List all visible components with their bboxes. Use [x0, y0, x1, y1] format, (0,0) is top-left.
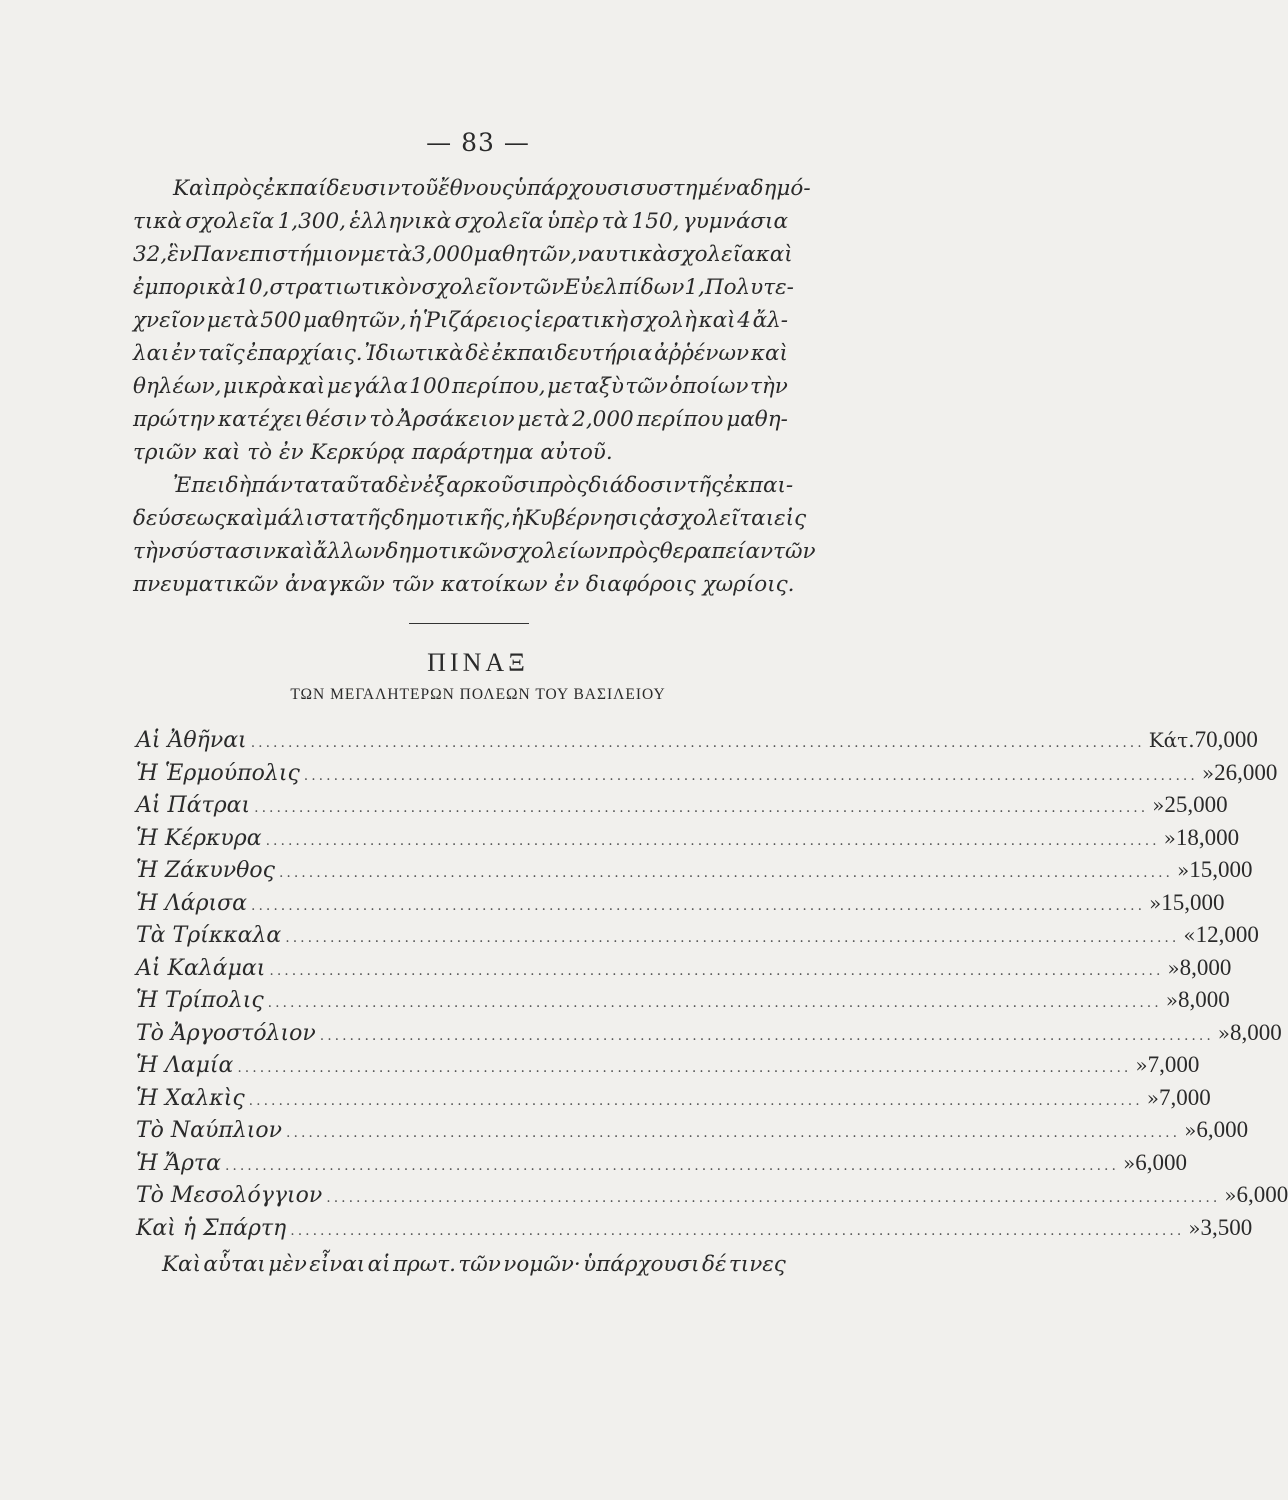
word: εἰς	[774, 506, 807, 531]
population-value: 26,000	[1214, 759, 1278, 785]
word: μετὰ	[206, 308, 259, 333]
population-value: 7,000	[1147, 1052, 1200, 1077]
word: 1,	[684, 275, 705, 300]
word: ἐν	[171, 341, 196, 366]
city-name: Ἡ Ζάκυνθος	[136, 858, 275, 883]
word: δημοτικῶν	[385, 539, 504, 564]
word: μετὰ	[517, 407, 570, 432]
text-line	[133, 403, 788, 436]
word: θηλέων,	[133, 374, 222, 399]
word: Καὶ	[173, 176, 213, 201]
word: τῆς	[355, 506, 392, 531]
word: κατέχει	[218, 407, 304, 432]
word: 100	[409, 374, 451, 399]
ditto-mark: »	[1167, 955, 1180, 980]
word: μεταξὺ	[547, 374, 624, 399]
word: μαθη-	[726, 407, 788, 432]
ditto-mark: »	[1122, 1150, 1136, 1175]
dot-leader: ........................................................................................................................	[250, 735, 1145, 751]
word: 32,	[133, 242, 168, 267]
dot-leader: ........................................................................................................................	[319, 1027, 1214, 1044]
word: 3,000	[412, 242, 474, 267]
population-value: 8,000	[1179, 954, 1232, 980]
word: Εὐελπίδων	[564, 275, 685, 300]
word: τινες	[728, 1252, 786, 1277]
table-subtitle: ΤΩΝ ΜΕΓΑΛΗΤΕΡΩΝ ΠΟΛΕΩΝ ΤΟΥ ΒΑΣΙΛΕΙΟΥ	[290, 686, 666, 703]
word: ἐκπαιδευτήρια	[491, 341, 653, 366]
word: ἱερατικὴ	[533, 308, 629, 333]
word: ἀῤῥένων	[654, 341, 750, 366]
text-line: τριῶν καὶ τὸ ἐν Κερκύρᾳ παράρτημα αὐτοῦ.	[133, 440, 613, 465]
word: Ἐπειδὴ	[173, 473, 252, 498]
word: τῆς	[686, 473, 724, 498]
dot-leader: ........................................................................................................................	[224, 1157, 1119, 1174]
word: εἶναι	[309, 1252, 366, 1277]
ditto-mark: »	[1165, 988, 1178, 1012]
word: ἡ	[510, 506, 524, 531]
city-name: Τὸ Ἀργοστόλιον	[136, 1020, 316, 1046]
word: τῶν	[773, 539, 816, 564]
dot-leader: ........................................................................................................................	[303, 767, 1198, 784]
table-row	[136, 1084, 1211, 1118]
word: μικρὰ	[222, 374, 287, 399]
section-divider	[409, 623, 529, 624]
table-row	[136, 1117, 1249, 1150]
city-name: Ἡ Λάρισα	[136, 890, 247, 916]
word: 2,000	[572, 407, 634, 432]
word: δημό-	[750, 176, 811, 201]
table-row	[136, 759, 1278, 793]
word: δέ	[702, 1252, 727, 1277]
population-value: 15,000	[1161, 889, 1225, 915]
population-value: 7,000	[1158, 1084, 1211, 1110]
word: σύστασιν	[170, 539, 276, 564]
word: ἐπαρχίαις.	[246, 341, 363, 366]
word: 500	[260, 308, 302, 333]
word: καὶ	[275, 539, 313, 564]
word: πάντα	[251, 473, 320, 498]
ditto-mark: »	[1224, 1183, 1237, 1207]
population-value: 8,000	[1177, 987, 1230, 1012]
ditto-mark: »	[1184, 1118, 1197, 1142]
table-row	[136, 987, 1230, 1020]
text-line	[133, 238, 793, 271]
table-row	[136, 857, 1253, 890]
word: δεύσεως	[133, 506, 227, 531]
table-row	[136, 922, 1259, 955]
word: σχολεῖα	[185, 209, 275, 234]
population-value: 8,000	[1230, 1019, 1282, 1045]
word: ἄλ-	[752, 308, 788, 333]
word: ἄλλων	[312, 539, 386, 564]
word: πρώτην	[133, 407, 216, 432]
city-name: Ἡ Λαμία	[136, 1053, 234, 1078]
city-name: Τὸ Μεσολόγγιον	[136, 1183, 323, 1208]
word: ὑπὲρ	[546, 209, 599, 234]
dot-leader: ........................................................................................................................	[290, 1222, 1185, 1239]
table-row	[136, 792, 1228, 825]
city-name: Ἡ Ἄρτα	[136, 1150, 221, 1176]
dot-leader: ........................................................................................................................	[267, 995, 1162, 1011]
word: Καὶ	[162, 1252, 202, 1277]
word: θεραπείαν	[659, 539, 774, 564]
table-row	[136, 824, 1240, 858]
text-line	[133, 172, 811, 205]
city-name: Αἱ Ἀθῆναι	[136, 728, 247, 753]
dot-leader: ........................................................................................................................	[285, 930, 1180, 946]
text-line	[133, 535, 816, 568]
text-line	[133, 469, 794, 502]
text-line	[133, 271, 794, 304]
population-value: 18,000	[1175, 824, 1240, 850]
word: μαθητῶν,	[473, 242, 578, 267]
word: περίπου,	[451, 374, 546, 399]
word: θέσιν	[305, 407, 367, 432]
word: ταῖς	[197, 341, 245, 366]
table-row	[136, 1182, 1288, 1215]
word: πρωτ.	[392, 1252, 456, 1277]
word: σχολείων	[503, 539, 608, 564]
word: περίπου	[636, 407, 724, 432]
population-value: 15,000	[1189, 857, 1253, 882]
dot-leader: ........................................................................................................................	[254, 800, 1149, 816]
word: μαθητῶν,	[303, 308, 407, 333]
word: αἱ	[367, 1252, 391, 1277]
word: ταῦτα	[319, 473, 386, 498]
word: τὴν	[133, 539, 171, 564]
word: ἓν	[167, 242, 192, 267]
word: ἡ	[408, 308, 422, 333]
word: Πανεπιστήμιον	[191, 242, 361, 267]
city-name: Ἡ Κέρκυρα	[136, 825, 262, 851]
word: ὁποίων	[669, 374, 749, 399]
text-line	[133, 205, 788, 238]
word: 10,	[235, 275, 270, 300]
word: ἐκπαίδευσιν	[263, 176, 401, 201]
closing-line	[162, 1252, 786, 1277]
word: ἐξαρκοῦσι	[422, 473, 537, 498]
text-line	[133, 370, 788, 403]
city-name: Τὰ Τρίκκαλα	[136, 923, 282, 948]
ditto-mark: »	[1149, 890, 1162, 915]
city-name: Ἡ Ἑρμούπολις	[136, 760, 300, 786]
population-value: 3,500	[1200, 1214, 1253, 1240]
word: ὑπάρχουσι	[513, 176, 631, 201]
city-name: Ἡ Τρίπολις	[136, 988, 264, 1013]
text-line	[133, 304, 788, 337]
word: πρὸς	[536, 473, 589, 498]
word: διάδοσιν	[588, 473, 687, 498]
word: 1,300,	[277, 209, 346, 234]
word: δημοτικῆς,	[391, 506, 511, 531]
word: χνεῖον	[133, 308, 206, 333]
word: καὶ	[226, 506, 264, 531]
word: καὶ	[698, 308, 736, 333]
word: μετὰ	[360, 242, 413, 267]
dot-leader: ........................................................................................................................	[265, 832, 1160, 849]
text-line	[133, 337, 788, 370]
table-row	[136, 889, 1225, 923]
word: ἐμπορικὰ	[133, 275, 236, 300]
ditto-mark: »	[1163, 825, 1176, 850]
table-row	[136, 1052, 1200, 1085]
word: 4	[737, 308, 751, 333]
word: τὸ	[369, 407, 395, 432]
ditto-mark: »	[1176, 858, 1190, 882]
population-value: 6,000	[1196, 1117, 1249, 1142]
dot-leader: ........................................................................................................................	[269, 962, 1164, 979]
dot-leader: ........................................................................................................................	[248, 1092, 1143, 1109]
dot-leader: ........................................................................................................................	[326, 1190, 1221, 1206]
ditto-mark: »	[1146, 1085, 1159, 1110]
page-number: — 83 —	[426, 128, 530, 157]
text-line	[133, 502, 807, 535]
word: ἔθνους	[438, 176, 514, 201]
dot-leader: ........................................................................................................................	[278, 865, 1173, 881]
word: ὑπάρχουσι	[583, 1252, 700, 1277]
ditto-mark: »	[1188, 1215, 1201, 1240]
population-value: 6,000	[1135, 1149, 1187, 1175]
word: Ῥιζάρειος	[422, 308, 533, 333]
word: ναυτικὰ	[577, 242, 667, 267]
table-row	[136, 1149, 1187, 1183]
ditto-mark: Κάτ.	[1148, 728, 1195, 752]
word: νομῶν·	[503, 1252, 581, 1277]
ditto-mark: »	[1217, 1020, 1231, 1045]
word: Πολυτε-	[704, 275, 794, 300]
dot-leader: ........................................................................................................................	[286, 1125, 1181, 1141]
word: δὲν	[385, 473, 423, 498]
city-name: Αἱ Πάτραι	[136, 793, 251, 818]
word: τὰ	[601, 209, 629, 234]
city-population-table	[136, 727, 1288, 1247]
word: τῶν	[521, 275, 565, 300]
dot-leader: ........................................................................................................................	[237, 1060, 1132, 1076]
word: γυμνάσια	[682, 209, 788, 234]
population-value: 70,000	[1194, 727, 1258, 752]
word: Ἰδιωτικὰ	[364, 341, 464, 366]
word: λαι	[133, 341, 170, 366]
word: μὲν	[268, 1252, 307, 1277]
word: ἐκπαι-	[723, 473, 794, 498]
table-row	[136, 954, 1232, 988]
text-line: πνευματικῶν ἀναγκῶν τῶν κατοίκων ἐν διαφόροις χωρίοις.	[133, 572, 795, 597]
word: Ἀρσάκειον	[397, 407, 515, 432]
word: 150,	[631, 209, 680, 234]
ditto-mark: «	[1183, 923, 1196, 947]
word: καὶ	[755, 242, 793, 267]
table-row	[136, 1019, 1282, 1053]
word: συστημένα	[630, 176, 751, 201]
word: τοῦ	[400, 176, 439, 201]
city-name: Αἱ Καλάμαι	[136, 955, 266, 981]
word: τὴν	[750, 374, 788, 399]
city-name: Τὸ Ναύπλιον	[136, 1118, 283, 1143]
word: τῶν	[625, 374, 668, 399]
ditto-mark: »	[1201, 760, 1215, 785]
population-value: 25,000	[1164, 792, 1228, 817]
population-value: 12,000	[1195, 922, 1259, 947]
table-row	[136, 1214, 1253, 1248]
word: Κυβέρνησις	[523, 506, 651, 531]
word: αὗται	[203, 1252, 266, 1277]
city-name: Ἡ Χαλκὶς	[136, 1085, 245, 1111]
word: στρατιωτικὸν	[269, 275, 422, 300]
table-title: ΠΙΝΑΞ	[427, 648, 529, 677]
word: καὶ	[288, 374, 326, 399]
word: σχολὴ	[629, 308, 697, 333]
word: πρὸς	[212, 176, 264, 201]
word: δὲ	[465, 341, 490, 366]
word: ἑλληνικὰ	[349, 209, 452, 234]
word: τικὰ	[133, 209, 182, 234]
table-row	[136, 727, 1258, 760]
ditto-mark: »	[1135, 1053, 1148, 1077]
word: πρὸς	[607, 539, 660, 564]
word: μάλιστα	[263, 506, 356, 531]
word: μεγάλα	[326, 374, 408, 399]
city-name: Καὶ ἡ Σπάρτη	[136, 1215, 287, 1241]
word: ἀσχολεῖται	[650, 506, 775, 531]
word: τῶν	[458, 1252, 501, 1277]
ditto-mark: »	[1152, 793, 1165, 817]
word: καὶ	[750, 341, 788, 366]
body-paragraph	[133, 172, 816, 601]
dot-leader: ........................................................................................................................	[251, 897, 1146, 914]
population-value: 6,000	[1236, 1182, 1288, 1207]
word: σχολεῖα	[666, 242, 756, 267]
word: σχολεῖα	[454, 209, 544, 234]
word: σχολεῖον	[421, 275, 522, 300]
